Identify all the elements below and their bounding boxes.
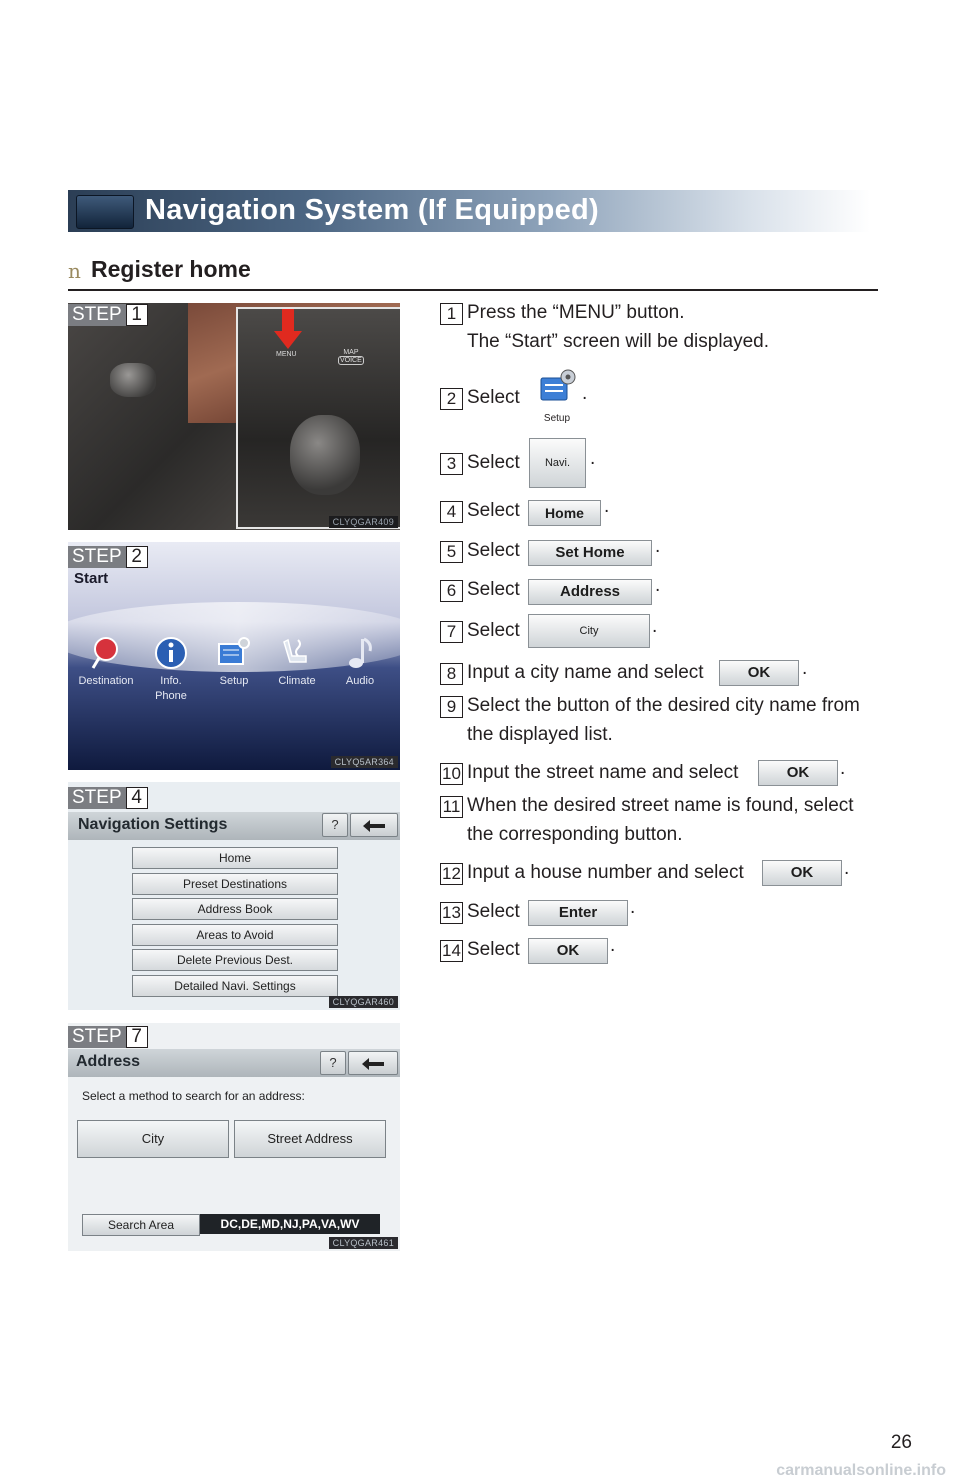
city-button[interactable]: City	[528, 614, 650, 648]
help-button[interactable]: ?	[320, 1051, 346, 1075]
screen-title: Navigation Settings	[78, 816, 228, 833]
step-number-4: 4	[440, 501, 463, 523]
remote-touch-knob	[110, 363, 156, 397]
period: .	[604, 496, 610, 517]
screen-title: Start	[74, 570, 109, 587]
step-number: 2	[126, 546, 148, 568]
audio-tile[interactable]	[332, 636, 388, 689]
back-button[interactable]	[350, 813, 398, 837]
period: .	[802, 658, 808, 679]
step-14-text: Select	[467, 939, 520, 960]
subheading: Register home	[91, 256, 251, 282]
setup-label: Setup	[543, 413, 571, 424]
step-number-10: 10	[440, 763, 463, 785]
step-7-text: Select	[467, 620, 520, 641]
step-12-text: Input a house number and select	[467, 862, 744, 883]
step-number-1: 1	[440, 303, 463, 325]
setup-icon	[537, 368, 577, 408]
step-number-11: 11	[440, 796, 463, 818]
address-book-button[interactable]: Address Book	[132, 898, 338, 920]
step-label-2	[68, 546, 148, 568]
detailed-navi-settings-button[interactable]: Detailed Navi. Settings	[132, 975, 338, 997]
section-title: Navigation System (If Equipped)	[145, 194, 600, 226]
destination-label: Destination	[78, 675, 134, 687]
screen-title: Address	[76, 1053, 141, 1070]
step-number-7: 7	[440, 621, 463, 643]
step-8-text: Input a city name and select	[467, 662, 704, 683]
step-number-3: 3	[440, 453, 463, 475]
period: .	[840, 758, 846, 779]
image-code: CLYQGAR409	[329, 516, 398, 528]
step-2-text: Select	[467, 387, 520, 408]
back-arrow-icon	[361, 819, 387, 833]
preset-destinations-button[interactable]: Preset Destinations	[132, 873, 338, 895]
step-11-line2: the corresponding button.	[467, 824, 683, 845]
climate-label: Climate	[278, 675, 316, 687]
step-number-13: 13	[440, 902, 463, 924]
setup-tile[interactable]	[206, 636, 262, 689]
home-button[interactable]: Home	[528, 500, 601, 526]
street-address-button[interactable]: Street Address	[234, 1120, 386, 1158]
console-photo	[68, 303, 400, 530]
step-10-text: Input the street name and select	[467, 762, 739, 783]
search-area-states: DC,DE,MD,NJ,PA,VA,WV	[200, 1214, 380, 1234]
image-code: CLYQGAR461	[329, 1237, 398, 1249]
destination-tile[interactable]	[78, 636, 134, 689]
phone-label: Phone	[155, 690, 187, 702]
step-1-line2: The “Start” screen will be displayed.	[467, 331, 770, 352]
setup-icon	[217, 636, 251, 670]
areas-to-avoid-button[interactable]: Areas to Avoid	[132, 924, 338, 946]
search-area-button[interactable]: Search Area	[82, 1214, 200, 1236]
controller-knob	[290, 415, 360, 495]
map-voice-button[interactable]	[338, 349, 364, 365]
period: .	[610, 935, 616, 956]
step-9-line1: Select the button of the desired city name from	[467, 695, 860, 716]
image-code: CLYQ5AR364	[331, 756, 398, 768]
step-number: 7	[126, 1026, 148, 1048]
step-number: 1	[126, 304, 148, 326]
search-prompt: Select a method to search for an address:	[82, 1089, 305, 1103]
home-button[interactable]: Home	[132, 847, 338, 869]
step-13-text: Select	[467, 901, 520, 922]
map-label: MAP	[343, 349, 359, 356]
period: .	[590, 448, 596, 469]
subheading-rule	[68, 289, 878, 291]
step-number-9: 9	[440, 696, 463, 718]
ok-button[interactable]: OK	[528, 938, 608, 964]
step-number-14: 14	[440, 940, 463, 962]
period: .	[844, 858, 850, 879]
step-4-text: Select	[467, 500, 520, 521]
city-button[interactable]: City	[77, 1120, 229, 1158]
step-6-text: Select	[467, 579, 520, 600]
navigation-settings-screen	[68, 782, 400, 1010]
ok-button[interactable]: OK	[762, 860, 842, 886]
start-screen	[68, 542, 400, 770]
step-number-6: 6	[440, 580, 463, 602]
page-number: 26	[890, 1432, 912, 1453]
step-number-5: 5	[440, 541, 463, 563]
step-word: STEP	[68, 304, 126, 326]
back-button[interactable]	[348, 1051, 398, 1075]
setup-label: Setup	[219, 675, 249, 687]
step-3-text: Select	[467, 452, 520, 473]
step-5-text: Select	[467, 540, 520, 561]
setup-button[interactable]	[537, 368, 577, 424]
subheading-bullet: n	[68, 259, 81, 283]
info-label: Info.	[160, 675, 182, 687]
navi-button[interactable]: Navi.	[529, 438, 586, 488]
info-icon	[154, 636, 188, 670]
address-screen	[68, 1023, 400, 1251]
period: .	[582, 383, 588, 404]
step-number-12: 12	[440, 863, 463, 885]
period: .	[652, 616, 658, 637]
set-home-button[interactable]: Set Home	[528, 540, 652, 566]
image-code: CLYQGAR460	[329, 996, 398, 1008]
step-label-1	[68, 304, 148, 326]
step-11-line1: When the desired street name is found, select	[467, 795, 854, 816]
watermark: carmanualsonline.info	[776, 1462, 946, 1479]
delete-previous-dest-button[interactable]: Delete Previous Dest.	[132, 949, 338, 971]
step-word: STEP	[68, 546, 126, 568]
enter-button[interactable]: Enter	[528, 900, 628, 926]
voice-label: VOICE	[340, 357, 362, 364]
banner-chip	[76, 195, 134, 229]
step-number: 4	[126, 787, 148, 809]
period: .	[655, 575, 661, 596]
climate-tile[interactable]	[269, 636, 325, 689]
step-9-line2: the displayed list.	[467, 724, 613, 745]
back-arrow-icon	[360, 1057, 386, 1071]
step-label-4	[68, 787, 148, 809]
step-number-8: 8	[440, 663, 463, 685]
destination-pin-icon	[89, 636, 123, 670]
step-word: STEP	[68, 1026, 126, 1048]
menu-button[interactable]: MENU	[276, 351, 297, 358]
climate-seat-icon	[280, 636, 314, 670]
step-number-2: 2	[440, 388, 463, 410]
audio-note-icon	[343, 636, 377, 670]
info-phone-tile[interactable]	[143, 636, 199, 704]
help-button[interactable]: ?	[322, 813, 348, 837]
ok-button[interactable]: OK	[758, 760, 838, 786]
step-label-7	[68, 1026, 148, 1048]
period: .	[630, 897, 636, 918]
ok-button[interactable]: OK	[719, 660, 799, 686]
address-button[interactable]: Address	[528, 579, 652, 605]
step-1-line1: Press the “MENU” button.	[467, 302, 685, 323]
step-word: STEP	[68, 787, 126, 809]
audio-label: Audio	[345, 675, 375, 687]
red-arrow-icon	[274, 309, 302, 349]
period: .	[655, 536, 661, 557]
